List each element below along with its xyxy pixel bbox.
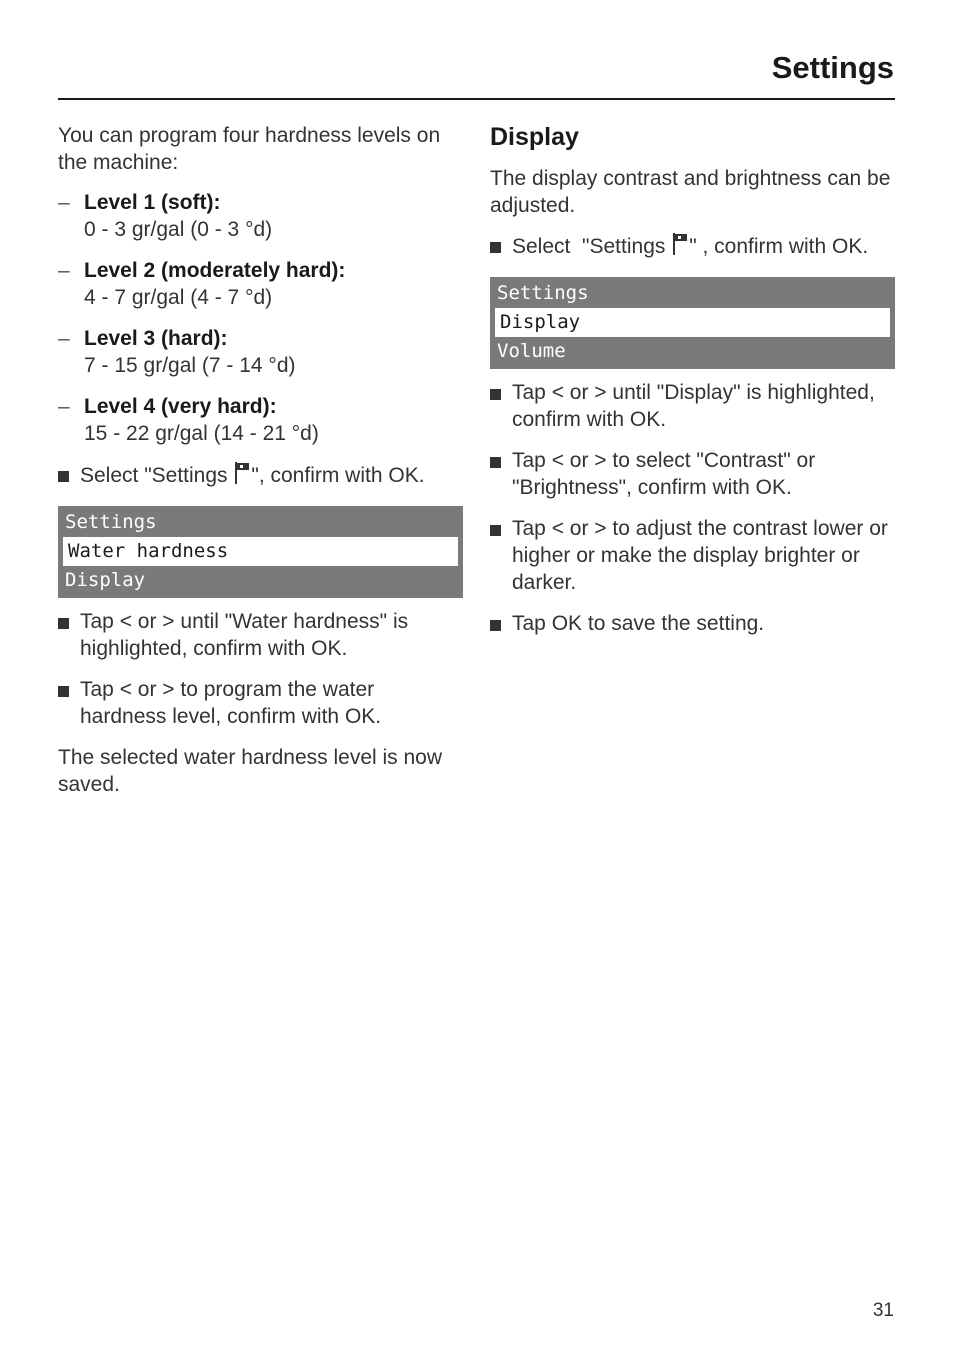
level-name: Level 4 (very hard): [84, 395, 277, 418]
left-column [58, 122, 463, 798]
hardness-level-list [58, 189, 463, 447]
square-bullet-icon [58, 618, 69, 629]
hardness-level-item [58, 393, 463, 447]
level-value: 7 - 15 gr/gal (7 - 14 °d) [84, 354, 296, 377]
instruction-step [490, 447, 895, 501]
level-name: Level 3 (hard): [84, 327, 228, 350]
settings-flag-icon [672, 232, 688, 263]
step-text: Tap OK to save the setting. [512, 612, 765, 635]
instruction-step [490, 610, 895, 637]
menu-title: Settings [497, 282, 589, 304]
hardness-level-item [58, 325, 463, 379]
level-value: 0 - 3 gr/gal (0 - 3 °d) [84, 218, 273, 241]
select-settings-step [490, 232, 895, 263]
display-screen-water-hardness [58, 506, 463, 598]
page-number: 31 [872, 1300, 894, 1321]
step-text: Tap < or > to select "Contrast" or "Brightness", confirm with OK. [512, 449, 816, 499]
instruction-step [58, 608, 463, 662]
page-title: Settings [771, 50, 894, 85]
level-value: 15 - 22 gr/gal (14 - 21 °d) [84, 422, 319, 445]
level-name: Level 1 (soft): [84, 191, 221, 214]
display-screen-display [490, 277, 895, 369]
dash-marker: – [58, 259, 70, 282]
step-text: Tap < or > until "Display" is highlighted, confirm with OK. [512, 381, 875, 431]
hardness-outro: The selected water hardness level is now saved. [58, 746, 443, 796]
step-text: Tap < or > until "Water hardness" is highlighted, confirm with OK. [80, 610, 409, 660]
square-bullet-icon [490, 242, 501, 253]
level-value: 4 - 7 gr/gal (4 - 7 °d) [84, 286, 273, 309]
hardness-level-item [58, 257, 463, 311]
right-column [490, 122, 895, 651]
square-bullet-icon [58, 686, 69, 697]
menu-title: Settings [65, 511, 157, 533]
step-text-before: Select "Settings [512, 235, 672, 258]
hardness-intro: You can program four hardness levels on the machine: [58, 124, 441, 174]
menu-item-selected: Display [495, 308, 890, 337]
section-heading-display: Display [490, 123, 579, 151]
settings-flag-icon [234, 461, 250, 492]
step-text-before: Select "Settings [80, 464, 234, 487]
level-name: Level 2 (moderately hard): [84, 259, 346, 282]
step-text: Tap < or > to adjust the contrast lower or higher or make the display brighter or darker. [512, 517, 888, 594]
dash-marker: – [58, 395, 70, 418]
square-bullet-icon [58, 471, 69, 482]
dash-marker: – [58, 327, 70, 350]
menu-item: Display [65, 569, 146, 591]
menu-item: Volume [497, 340, 566, 362]
instruction-step [58, 676, 463, 730]
header-divider [58, 98, 895, 100]
hardness-level-item [58, 189, 463, 243]
instruction-step [490, 515, 895, 596]
square-bullet-icon [490, 620, 501, 631]
step-text-after: " , confirm with OK. [689, 235, 869, 258]
menu-item-selected: Water hardness [63, 537, 458, 566]
step-text: Tap < or > to program the water hardness level, confirm with OK. [80, 678, 382, 728]
step-text-after: ", confirm with OK. [251, 464, 425, 487]
square-bullet-icon [490, 457, 501, 468]
dash-marker: – [58, 191, 70, 214]
square-bullet-icon [490, 389, 501, 400]
square-bullet-icon [490, 525, 501, 536]
instruction-step [490, 379, 895, 433]
display-intro: The display contrast and brightness can be adjusted. [490, 167, 891, 217]
select-settings-step [58, 461, 463, 492]
